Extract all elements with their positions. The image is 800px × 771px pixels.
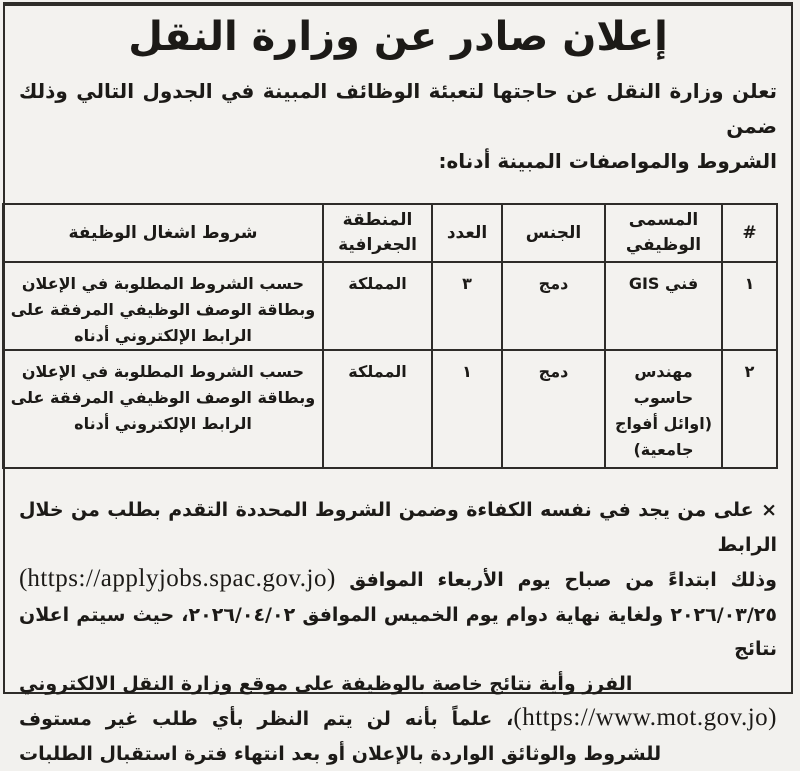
header-number: #	[722, 204, 777, 262]
apply-url: (https://applyjobs.spac.gov.jo)	[19, 565, 335, 592]
footer-line-5-text: ، علماً بأنه لن يتم النظر بأي طلب غير مستوف	[19, 708, 513, 730]
header-region: المنطقة الجغرافية	[323, 204, 432, 262]
row-conditions: حسب الشروط المطلوبة في الإعلان وبطاقة الوصف الوظيفي المرفقة على الرابط الإلكتروني أدناه	[3, 350, 323, 468]
ministry-url: (https://www.mot.gov.jo)	[513, 704, 777, 731]
header-gender: الجنس	[502, 204, 605, 262]
row-conditions: حسب الشروط المطلوبة في الإعلان وبطاقة الوصف الوظيفي المرفقة على الرابط الإلكتروني أدناه	[3, 262, 323, 350]
announcement-border-frame	[3, 2, 793, 694]
intro-line-2: الشروط والمواصفات المبينة أدناه:	[19, 144, 777, 179]
table-row	[3, 262, 777, 350]
row-count: ٣	[432, 262, 502, 350]
header-conditions: شروط اشغال الوظيفة	[3, 204, 323, 262]
table-row	[3, 350, 777, 468]
jobs-table	[2, 203, 778, 469]
application-instructions	[19, 493, 777, 771]
table-header-row	[3, 204, 777, 262]
footer-line-3: ٢٠٢٦/٠٣/٢٥ ولغاية نهاية دوام يوم الخميس الموافق ٢٠٢٦/٠٤/٠٢، حيث سيتم اعلان نتائج	[19, 598, 777, 667]
row-region: المملكة	[323, 262, 432, 350]
row-job-title: مهندس حاسوب (اوائل أفواج جامعية)	[605, 350, 722, 468]
header-job-title: المسمى الوظيفي	[605, 204, 722, 262]
intro-paragraph	[19, 74, 777, 179]
footer-line-4: الفرز وأية نتائج خاصة بالوظيفة على موقع وزارة النقل الالكتروني	[19, 667, 777, 702]
footer-line-1: × على من يجد في نفسه الكفاءة وضمن الشروط المحددة التقدم بطلب من خلال الرابط	[19, 493, 777, 562]
footer-line-2-text: وذلك ابتداءً من صباح يوم الأربعاء الموافق	[349, 569, 777, 591]
footer-line-6: للشروط والوثائق الواردة بالإعلان أو بعد انتهاء فترة استقبال الطلبات	[19, 737, 777, 771]
intro-line-1: تعلن وزارة النقل عن حاجتها لتعبئة الوظائف المبينة في الجدول التالي وذلك ضمن	[19, 74, 777, 144]
row-count: ١	[432, 350, 502, 468]
header-count: العدد	[432, 204, 502, 262]
row-gender: دمج	[502, 262, 605, 350]
row-number: ١	[722, 262, 777, 350]
row-number: ٢	[722, 350, 777, 468]
footer-line-2	[19, 562, 777, 598]
row-gender: دمج	[502, 350, 605, 468]
row-job-title: فني GIS	[605, 262, 722, 350]
footer-line-5	[19, 701, 777, 737]
announcement-title: إعلان صادر عن وزارة النقل	[5, 14, 791, 60]
row-region: المملكة	[323, 350, 432, 468]
